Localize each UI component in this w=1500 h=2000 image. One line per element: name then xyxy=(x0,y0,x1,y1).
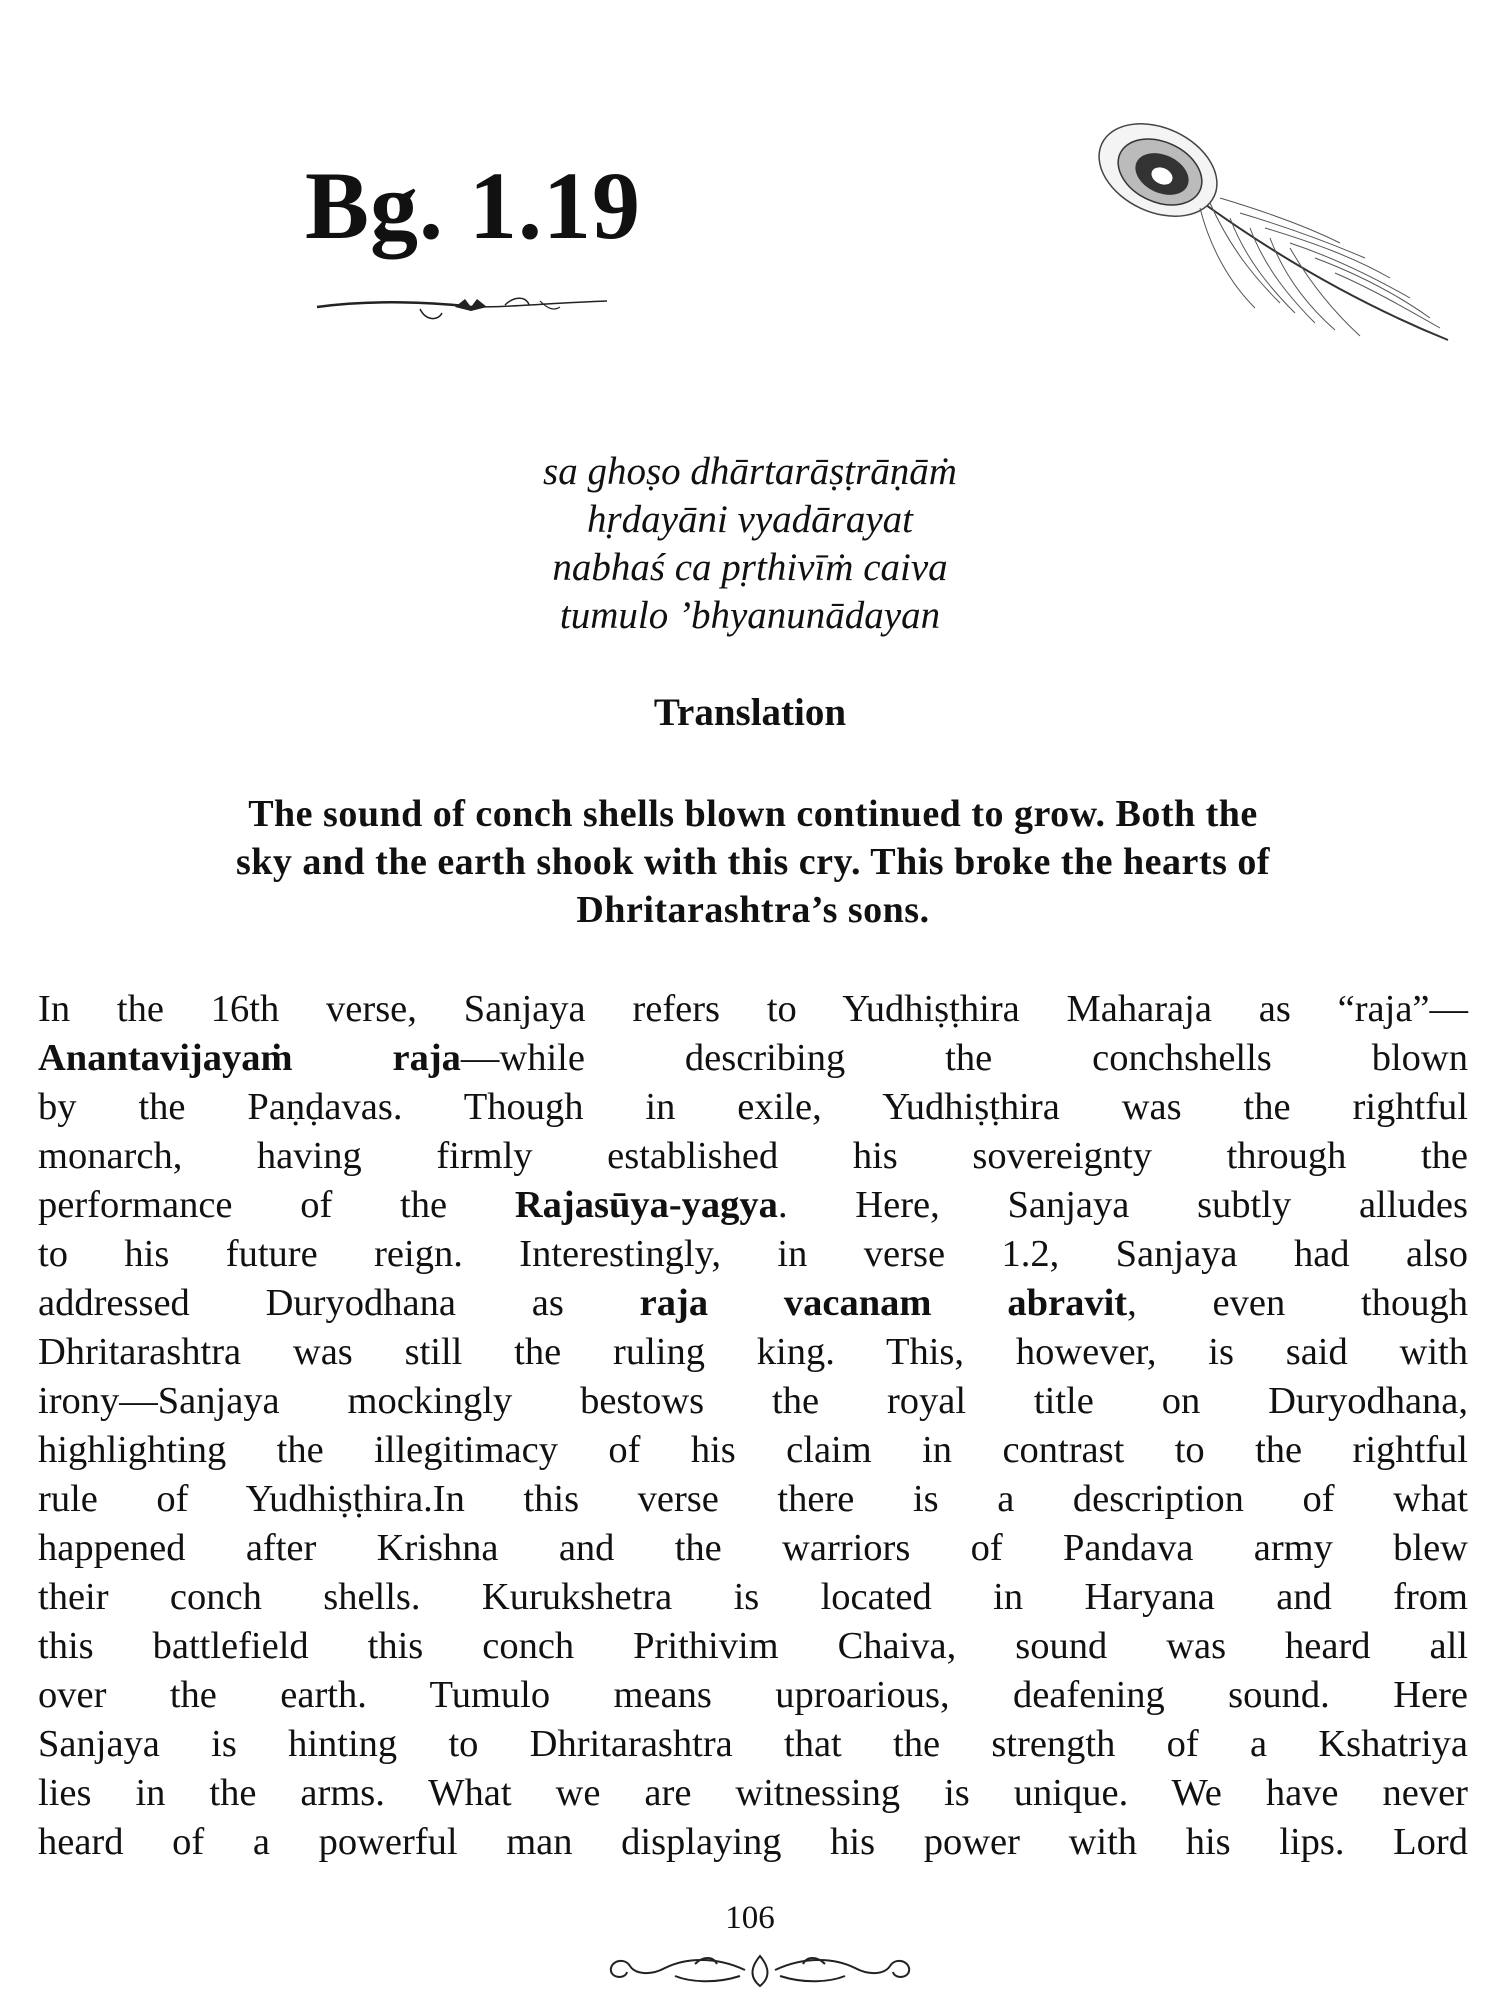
scroll-ornament-icon xyxy=(595,1948,925,1990)
verse-line: nabhaś ca pṛthivīṁ caiva xyxy=(552,546,948,589)
sanskrit-term: Anantavijayaṁ raja xyxy=(38,1037,461,1079)
commentary-paragraph xyxy=(38,985,1468,1867)
verse-line: hṛdayāni vyadārayat xyxy=(586,498,913,541)
commentary-line: happened after Krishna and the warriors of Pandava army blew xyxy=(38,1527,1468,1569)
commentary-line: irony—Sanjaya mockingly bestows the royal title on Duryodhana, xyxy=(38,1380,1468,1422)
commentary-line: to his future reign. Interestingly, in verse 1.2, Sanjaya had also xyxy=(38,1233,1468,1275)
commentary-line: rule of Yudhiṣṭhira.In this verse there is a description of what xyxy=(38,1478,1468,1520)
commentary-line: over the earth. Tumulo means uproarious, deafening sound. Here xyxy=(38,1674,1468,1716)
commentary-line: Dhritarashtra was still the ruling king. This, however, is said with xyxy=(38,1331,1468,1373)
commentary-line: by the Paṇḍavas. Though in exile, Yudhiṣṭhira was the rightful xyxy=(38,1086,1468,1128)
commentary-line: Sanjaya is hinting to Dhritarashtra that the strength of a Kshatriya xyxy=(38,1723,1468,1765)
commentary-line: In the 16th verse, Sanjaya refers to Yudhiṣṭhira Maharaja as “raja”— xyxy=(38,988,1468,1030)
sanskrit-term: Rajasūya-yagya xyxy=(514,1184,778,1226)
translation-line: sky and the earth shook with this cry. This broke the hearts of xyxy=(235,841,1271,883)
commentary-line: lies in the arms. What we are witnessing is unique. We have never xyxy=(38,1772,1468,1814)
verse-line: sa ghoṣo dhārtarāṣṭrāṇāṁ xyxy=(543,450,957,493)
sanskrit-term: raja vacanam abravit xyxy=(639,1282,1128,1324)
page-number: 106 xyxy=(725,1900,775,1936)
commentary-line: this battlefield this conch Prithivim Chaiva, sound was heard all xyxy=(38,1625,1468,1667)
translation-line: The sound of conch shells blown continued to grow. Both the xyxy=(248,793,1258,835)
verse-title: Bg. 1.19 xyxy=(305,152,642,259)
sanskrit-verse xyxy=(0,448,1500,640)
peacock-feather-icon xyxy=(1080,118,1455,358)
commentary-line: heard of a powerful man displaying his power with his lips. Lord xyxy=(38,1821,1468,1863)
translation-text xyxy=(38,790,1468,934)
commentary-line: Anantavijayaṁ raja—while describing the conchshells blown xyxy=(38,1037,1468,1079)
translation-line: Dhritarashtra’s sons. xyxy=(576,889,930,931)
commentary-line: performance of the Rajasūya-yagya. Here, Sanjaya subtly alludes xyxy=(38,1184,1468,1226)
commentary-line: monarch, having firmly established his sovereignty through the xyxy=(38,1135,1468,1177)
flourish-divider-icon xyxy=(315,285,610,330)
commentary-line: addressed Duryodhana as raja vacanam abravit, even though xyxy=(38,1282,1469,1324)
translation-heading: Translation xyxy=(653,691,847,734)
commentary-line: their conch shells. Kurukshetra is located in Haryana and from xyxy=(38,1576,1468,1618)
verse-line: tumulo ’bhyanunādayan xyxy=(559,594,941,637)
commentary-line: highlighting the illegitimacy of his claim in contrast to the rightful xyxy=(38,1429,1468,1471)
